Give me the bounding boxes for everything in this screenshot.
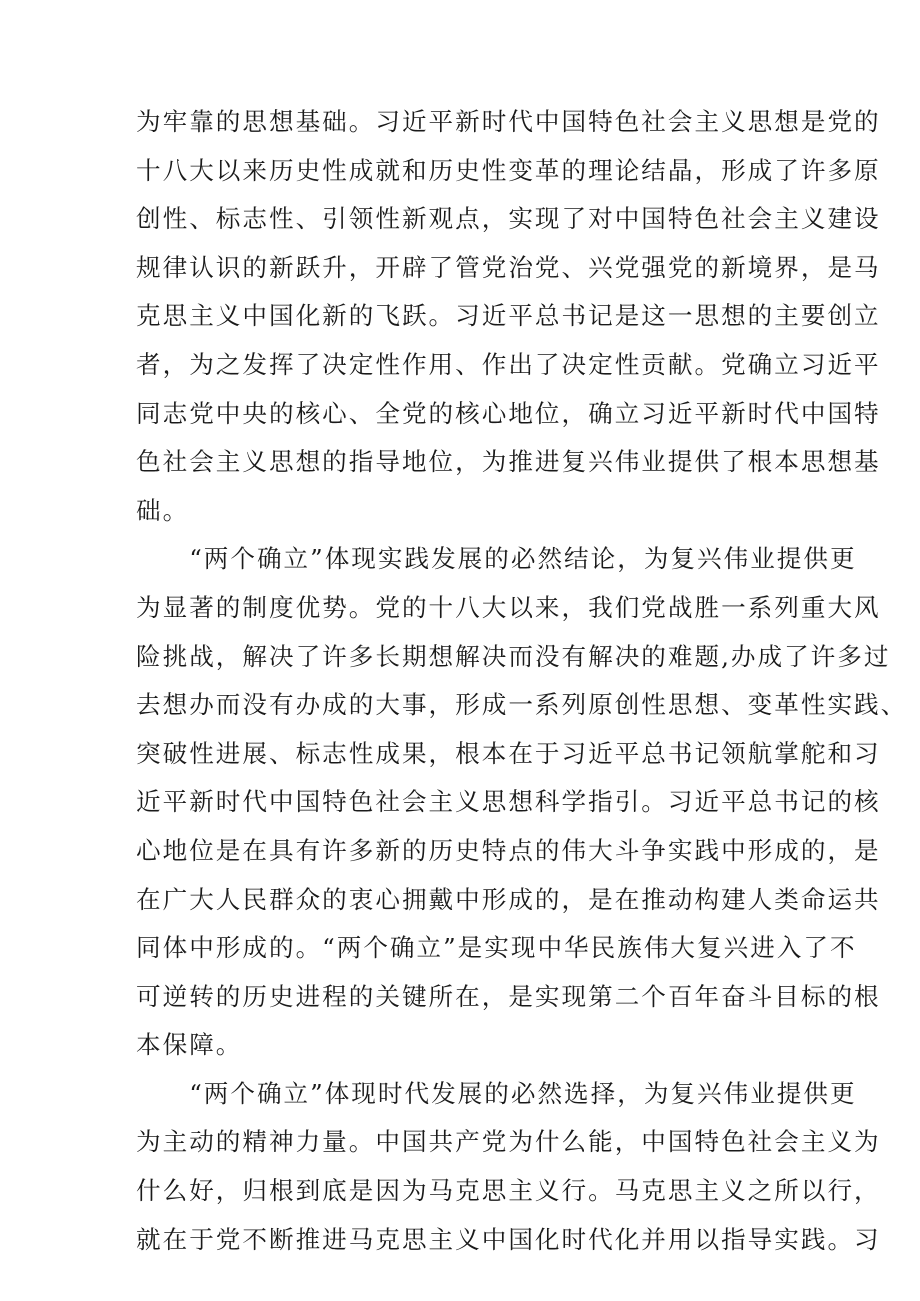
text-line: 突破性进展、标志性成果，根本在于习近平总书记领航掌舵和习 — [136, 738, 881, 768]
text-line: 同志党中央的核心、全党的核心地位，确立习近平新时代中国特 — [136, 398, 881, 428]
document-body — [136, 98, 908, 1264]
text-line: 克思主义中国化新的飞跃。习近平总书记是这一思想的主要创立 — [136, 301, 881, 331]
text-line: 础。 — [136, 495, 190, 525]
text-line: 心地位是在具有许多新的历史特点的伟大斗争实践中形成的，是 — [136, 835, 881, 865]
text-line: 就在于党不断推进马克思主义中国化时代化并用以指导实践。习 — [136, 1224, 881, 1254]
text-line: 创性、标志性、引领性新观点，实现了对中国特色社会主义建设 — [136, 204, 881, 234]
text-line: 规律认识的新跃升，开辟了管党治党、兴党强党的新境界，是马 — [136, 252, 881, 282]
text-line: 者，为之发挥了决定性作用、作出了决定性贡献。党确立习近平 — [136, 349, 881, 379]
text-line: “两个确立”体现实践发展的必然结论，为复兴伟业提供更 — [136, 544, 857, 574]
text-line: 为牢靠的思想基础。习近平新时代中国特色社会主义思想是党的 — [136, 107, 881, 136]
text-line: 为主动的精神力量。中国共产党为什么能，中国特色社会主义为 — [136, 1127, 881, 1157]
text-line: 在广大人民群众的衷心拥戴中形成的，是在推动构建人类命运共 — [136, 884, 881, 914]
text-line: 去想办而没有办成的大事，形成一系列原创性思想、变革性实践、 — [136, 690, 908, 720]
text-line: 险挑战，解决了许多长期想解决而没有解决的难题,办成了许多过 — [136, 641, 891, 671]
text-line: 十八大以来历史性成就和历史性变革的理论结晶，形成了许多原 — [136, 155, 881, 185]
text-line: 为显著的制度优势。党的十八大以来，我们党战胜一系列重大风 — [136, 592, 881, 622]
text-line: 可逆转的历史进程的关键所在，是实现第二个百年奋斗目标的根 — [136, 981, 881, 1011]
text-line: 色社会主义思想的指导地位，为推进复兴伟业提供了根本思想基 — [136, 447, 881, 477]
text-line: 同体中形成的。“两个确立”是实现中华民族伟大复兴进入了不 — [136, 933, 857, 963]
text-line: 近平新时代中国特色社会主义思想科学指引。习近平总书记的核 — [136, 787, 881, 817]
text-line: 什么好，归根到底是因为马克思主义行。马克思主义之所以行， — [136, 1176, 881, 1206]
text-line: 本保障。 — [136, 1030, 243, 1060]
text-line: “两个确立”体现时代发展的必然选择，为复兴伟业提供更 — [136, 1078, 857, 1108]
